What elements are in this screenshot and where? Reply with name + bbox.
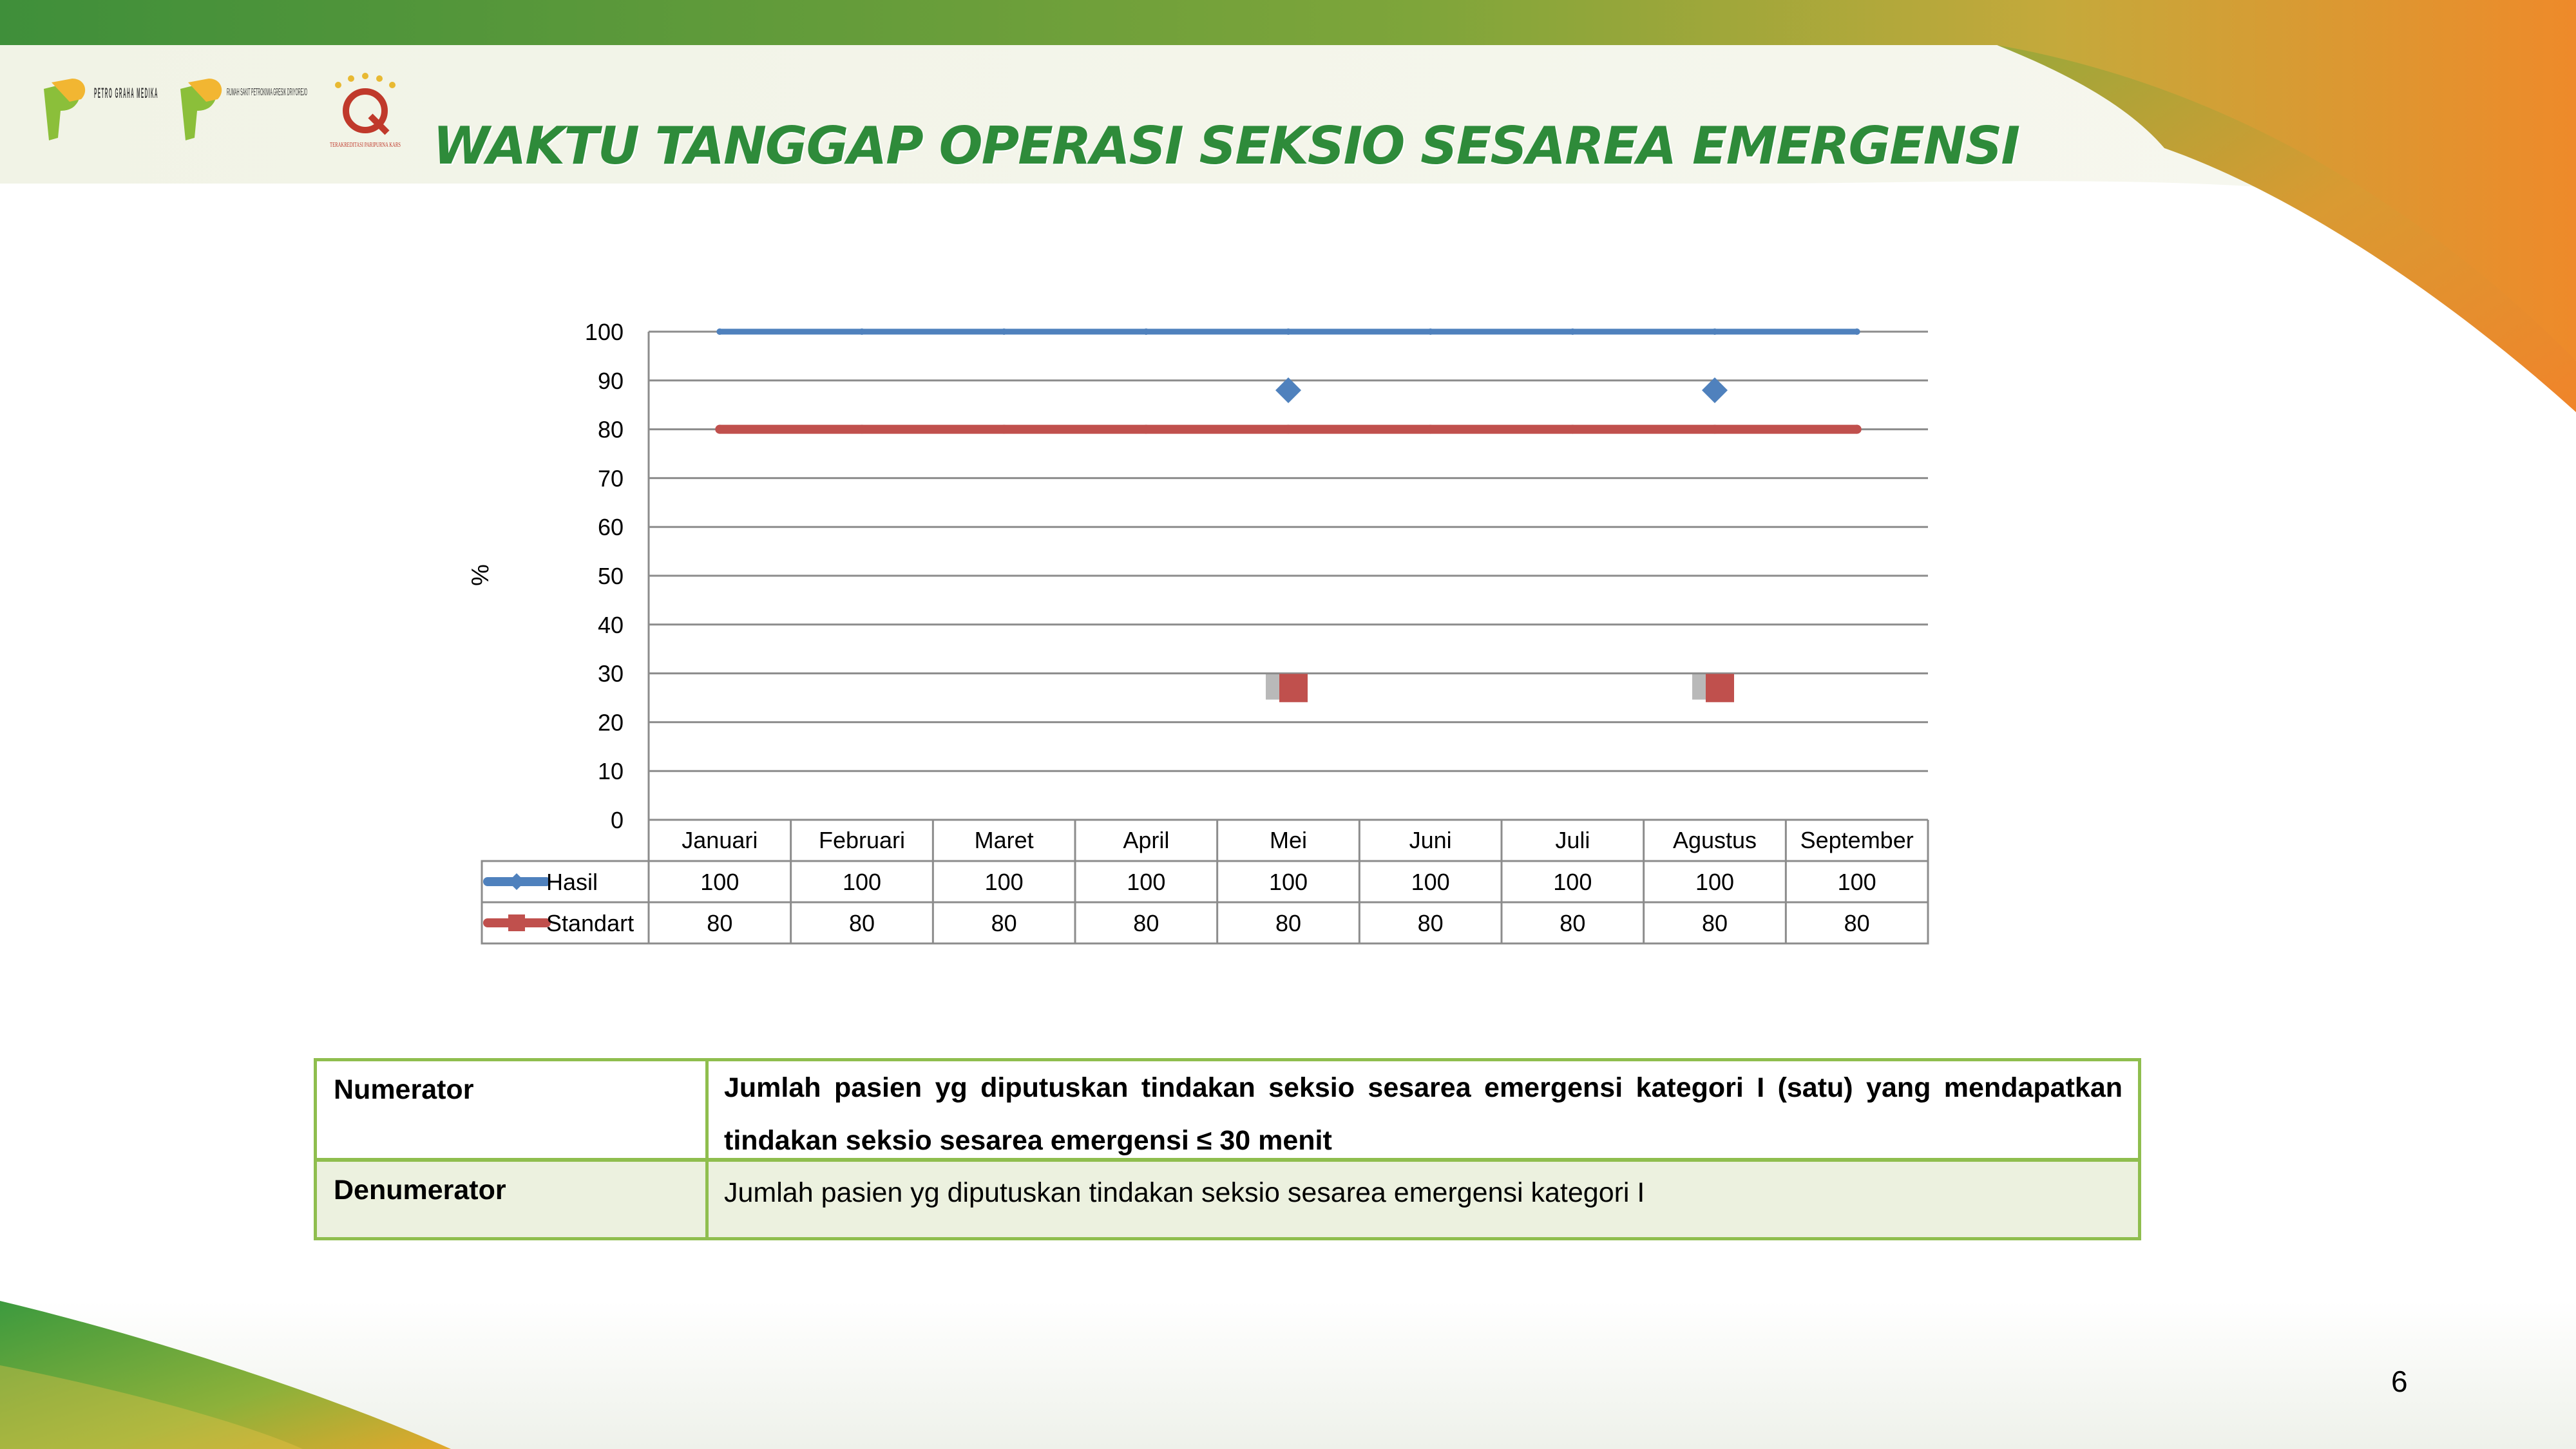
data-point-standart-agustus xyxy=(1710,425,1719,434)
slide-title: WAKTU TANGGAP OPERASI SEKSIO SESAREA EMERGENSI xyxy=(433,116,2019,176)
data-point-standart-april xyxy=(1141,425,1150,434)
data-point-hasil-mei xyxy=(1285,328,1292,335)
denumerator-row xyxy=(317,1162,2138,1237)
x-category-label-maret: Maret xyxy=(974,827,1034,853)
stray-square-marker-mei xyxy=(1279,674,1308,702)
data-point-hasil-maret xyxy=(1001,328,1007,335)
x-category-label-agustus: Agustus xyxy=(1672,827,1757,853)
legend-marker-standart xyxy=(508,914,525,931)
data-point-hasil-agustus xyxy=(1712,328,1718,335)
data-point-hasil-september xyxy=(1854,328,1860,335)
x-category-label-juni: Juni xyxy=(1409,827,1452,853)
data-point-standart-september xyxy=(1853,425,1862,434)
y-tick-label-90: 90 xyxy=(597,367,624,394)
data-value-standart-april: 80 xyxy=(1133,910,1159,936)
data-point-hasil-juni xyxy=(1427,328,1434,335)
data-point-hasil-februari xyxy=(859,328,865,335)
data-value-hasil-januari: 100 xyxy=(700,869,739,895)
numerator-row xyxy=(317,1061,2138,1162)
data-point-hasil-april xyxy=(1143,328,1149,335)
data-value-standart-juni: 80 xyxy=(1417,910,1444,936)
data-value-hasil-april: 100 xyxy=(1127,869,1166,895)
y-tick-label-0: 0 xyxy=(610,807,624,833)
svg-text:TERAKREDITASI PARIPURNA KARS: TERAKREDITASI PARIPURNA KARS xyxy=(330,142,401,149)
x-category-label-april: April xyxy=(1123,827,1170,853)
data-value-hasil-mei: 100 xyxy=(1268,869,1308,895)
y-tick-label-80: 80 xyxy=(597,416,624,443)
y-tick-label-50: 50 xyxy=(597,563,624,589)
data-point-standart-mei xyxy=(1284,425,1293,434)
denumerator-label: Denumerator xyxy=(317,1162,709,1237)
legend-marker-hasil xyxy=(508,873,525,890)
data-point-standart-juni xyxy=(1426,425,1435,434)
data-value-hasil-juli: 100 xyxy=(1553,869,1592,895)
data-value-standart-januari: 80 xyxy=(707,910,733,936)
data-value-standart-juli: 80 xyxy=(1560,910,1586,936)
y-tick-label-20: 20 xyxy=(597,709,624,736)
stray-square-marker-agustus xyxy=(1706,674,1734,702)
y-tick-label-100: 100 xyxy=(584,319,624,345)
denumerator-value: Jumlah pasien yg diputuskan tindakan seksio sesarea emergensi kategori I xyxy=(724,1177,1645,1208)
page-number: 6 xyxy=(2391,1365,2408,1398)
data-value-standart-agustus: 80 xyxy=(1701,910,1728,936)
numerator-label: Numerator xyxy=(317,1061,709,1158)
data-point-standart-januari xyxy=(715,425,724,434)
data-value-standart-mei: 80 xyxy=(1275,910,1302,936)
y-tick-label-30: 30 xyxy=(597,660,624,687)
data-value-hasil-september: 100 xyxy=(1837,869,1876,895)
indicator-definition-table xyxy=(314,1058,2141,1240)
legend-label-standart: Standart xyxy=(546,910,634,936)
x-category-label-januari: Januari xyxy=(682,827,758,853)
y-tick-label-70: 70 xyxy=(597,465,624,492)
data-value-standart-september: 80 xyxy=(1844,910,1870,936)
data-value-hasil-maret: 100 xyxy=(984,869,1024,895)
x-category-label-juli: Juli xyxy=(1555,827,1590,853)
data-point-hasil-juli xyxy=(1569,328,1576,335)
data-value-hasil-februari: 100 xyxy=(842,869,882,895)
svg-text:PETRO GRAHA MEDIKA: PETRO GRAHA MEDIKA xyxy=(94,85,158,101)
data-point-standart-februari xyxy=(857,425,866,434)
x-category-label-mei: Mei xyxy=(1269,827,1308,853)
data-value-standart-februari: 80 xyxy=(848,910,875,936)
numerator-value: Jumlah pasien yg diputuskan tindakan seksio sesarea emergensi kategori I (satu) yang mendapatkan tindakan seksio sesarea emergensi ≤ 30 menit xyxy=(724,1072,2123,1156)
data-value-hasil-juni: 100 xyxy=(1411,869,1450,895)
x-category-label-februari: Februari xyxy=(818,827,906,853)
legend-label-hasil: Hasil xyxy=(546,869,598,895)
y-tick-label-40: 40 xyxy=(597,611,624,638)
y-tick-label-60: 60 xyxy=(597,514,624,541)
data-value-hasil-agustus: 100 xyxy=(1695,869,1735,895)
y-tick-label-10: 10 xyxy=(597,758,624,785)
data-value-standart-maret: 80 xyxy=(991,910,1017,936)
data-point-hasil-januari xyxy=(716,328,723,335)
data-point-standart-juli xyxy=(1568,425,1577,434)
y-axis-label: % xyxy=(467,564,494,586)
x-category-label-september: September xyxy=(1800,827,1914,853)
svg-text:RUMAH SAKIT PETROKIMIA GRESIK: RUMAH SAKIT PETROKIMIA GRESIK DRIYOREJO xyxy=(227,87,307,98)
data-point-standart-maret xyxy=(1000,425,1009,434)
